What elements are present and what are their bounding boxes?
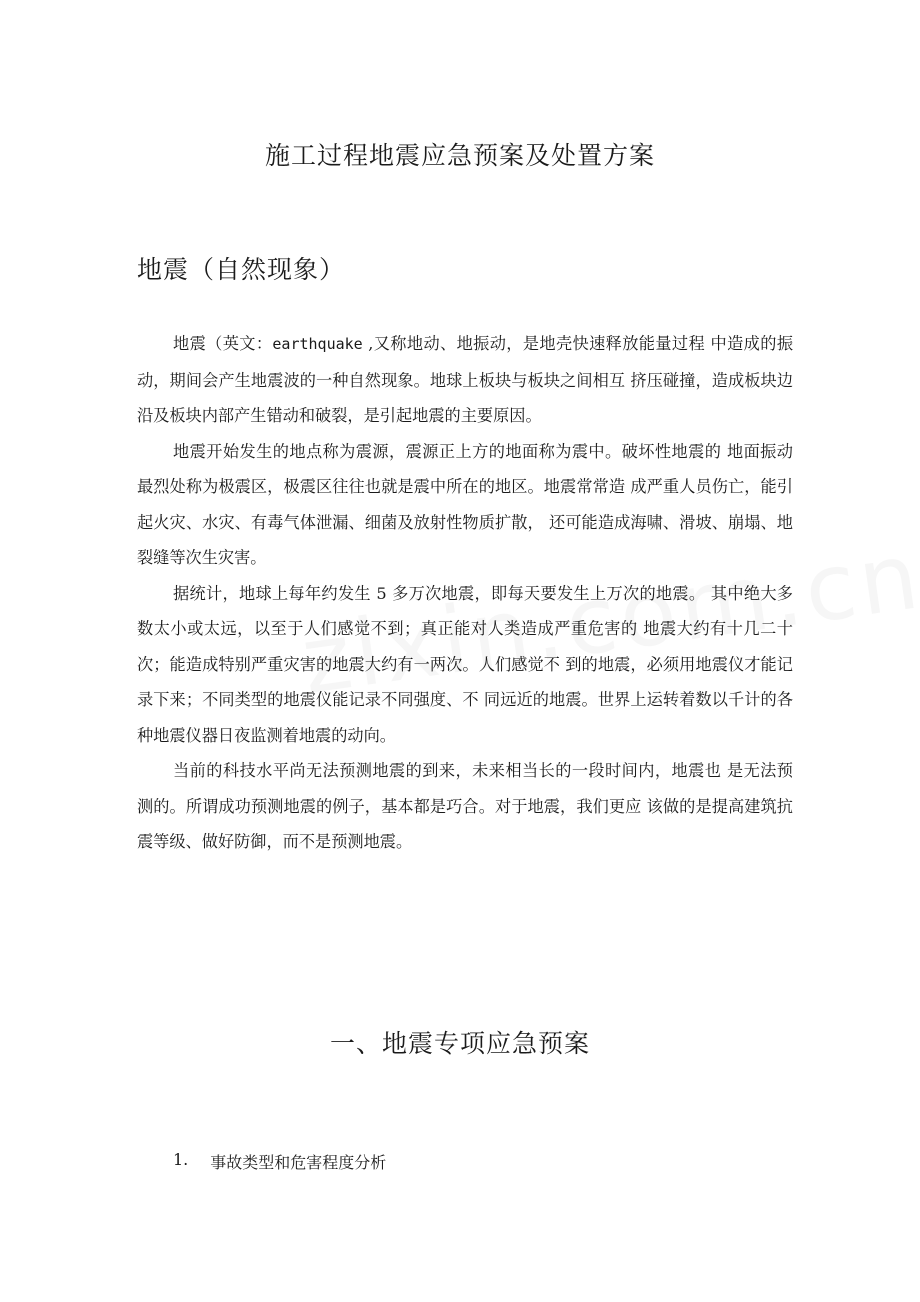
plan-heading: 一、地震专项应急预案: [329, 1029, 590, 1058]
paragraph-4: 当前的科技水平尚无法预测地震的到来，未来相当长的一段时间内，地震也 是无法预测的。所谓成功预测地震的例子，基本都是巧合。对于地震，我们更应 该做的是提高建筑抗震等级、做好防御，而不是预测地震。: [137, 761, 793, 851]
paragraph-1-rest: ,又称地动、地振动，是地壳快速释放能量过程 中造成的振动，期间会产生地震波的一种自然现象。地球上板块与板块之间相互 挤压碰撞，造成板块边沿及板块内部产生错动和破裂，是引起地震的主要原因。: [137, 334, 794, 425]
paragraph-1: [137, 326, 793, 434]
document-title: 施工过程地震应急预案及处置方案: [264, 141, 655, 170]
list-item-text: 事故类型和危害程度分析: [210, 1153, 387, 1172]
english-term: earthquake: [272, 335, 363, 353]
body-text: [137, 326, 793, 860]
paragraph-1-lead: 地震（英文：: [173, 334, 273, 353]
paragraph-3: 据统计，地球上每年约发生 5 多万次地震，即每天要发生上万次的地震。 其中绝大多数太小或太远，以至于人们感觉不到；真正能对人类造成严重危害的 地震大约有十几二十次；能造成特别严重灾害的地震大约有一两次。人们感觉不 到的地震，必须用地震仪才能记录下来；不同类型的地震仪能记录不同强度、不 同远近的地震。世界上运转着数以千计的各种地震仪器日夜监测着地震的动向。: [137, 583, 793, 745]
section-heading: 地震（自然现象）: [137, 255, 346, 284]
list-item: [173, 1150, 386, 1173]
list-item-number: 1.: [173, 1150, 189, 1169]
paragraph-2: 地震开始发生的地点称为震源，震源正上方的地面称为震中。破坏性地震的 地面振动最烈处称为极震区，极震区往往也就是震中所在的地区。地震常常造 成严重人员伤亡，能引起火灾、水灾、有毒气体泄漏、细菌及放射性物质扩散， 还可能造成海啸、滑坡、崩塌、地裂缝等次生灾害。: [137, 441, 793, 567]
